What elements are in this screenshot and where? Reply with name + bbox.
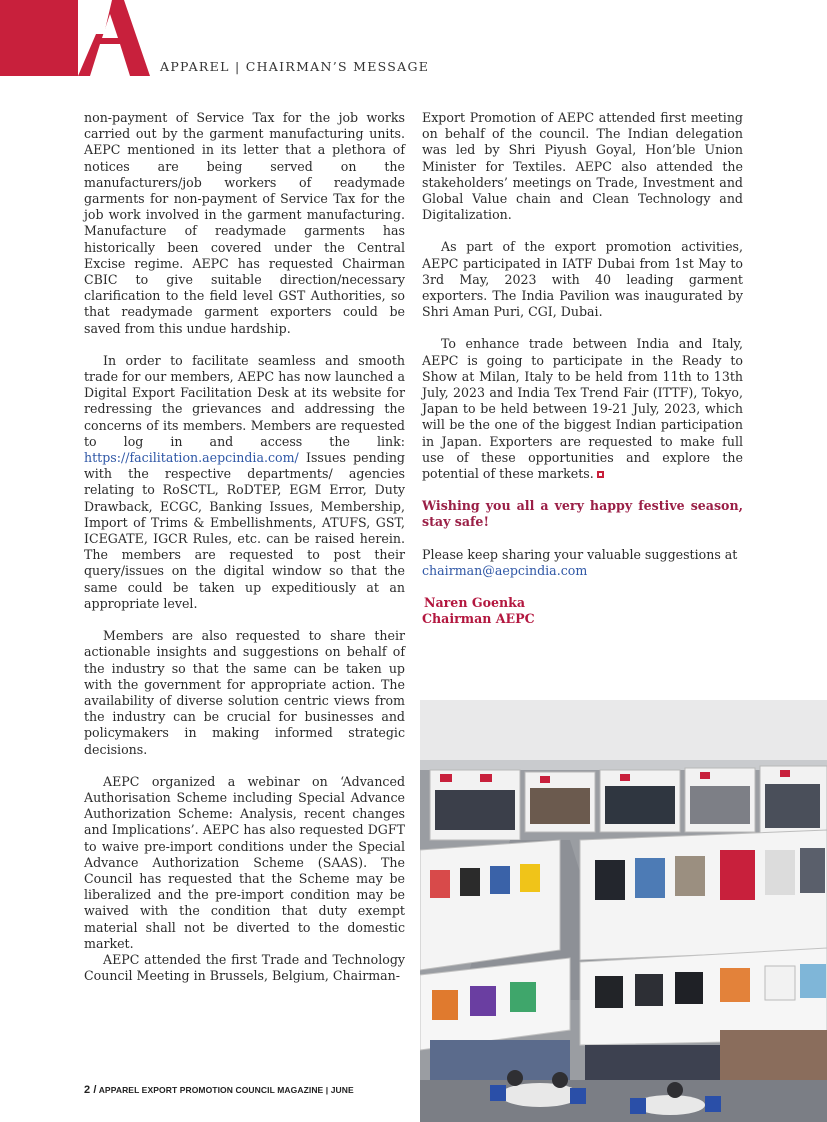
suggestions-block xyxy=(422,547,743,579)
paragraph-facilitation-desk xyxy=(84,353,405,612)
festive-wish: Wishing you all a very happy festive season, stay safe! xyxy=(422,498,743,530)
paragraph-ttc-meeting: AEPC attended the first Trade and Technology Council Meeting in Brussels, Belgium, Chairman- xyxy=(84,951,405,984)
paragraph-delegation: Export Promotion of AEPC attended first meeting on behalf of the council. The Indian delegation was led by Shri Piyush Goyal, Hon’ble Union Minister for Textiles. AEPC also attended the stakeholders’ meetings on Trade, Investment and Global Value chain and Clean Technology and Digitalization. xyxy=(422,110,743,223)
paragraph-service-tax: non-payment of Service Tax for the job works carried out by the garment manufacturing units. AEPC mentioned in its letter that a plethora of notices are being served on the manufacturers/job workers of readymade garments for non-payment of Service Tax for the job work involved in the garment manufacturing. Manufacture of readymade garments has historically been covered under the Central Excise regime. AEPC has requested Chairman CBIC to give suitable direction/necessary clarification to the field level GST Authorities, so that readymade garment exporters could be saved from this undue hardship. xyxy=(84,110,405,336)
aepc-logo xyxy=(0,0,150,76)
left-column xyxy=(84,110,405,984)
publication-name: APPAREL EXPORT PROMOTION COUNCIL MAGAZINE | JUNE xyxy=(98,1085,354,1095)
signature-name: Naren Goenka xyxy=(424,595,526,611)
facilitation-link[interactable]: https://facilitation.aepcindia.com/ xyxy=(84,450,299,466)
chairman-email-link[interactable]: chairman@aepcindia.com xyxy=(422,562,588,578)
text-before-link: In order to facilitate seamless and smooth trade for our members, AEPC has now launched a Digital Export Facilitation Desk at its website for redressing the grievances and addressing the concerns of its members. Members are requested to log in and access the link: xyxy=(84,352,405,449)
suggestions-text: Please keep sharing your valuable suggestions at xyxy=(422,546,738,562)
text-after-link: Issues pending with the respective departments/ agencies relating to RoSCTL, RoDTEP, EGM Error, Duty Drawback, ECGC, Banking Issues, Membership, Import of Trims & Embellishments, ATUFS, GST, ICEGATE, IGCR Rules, etc. can be raised herein. The members are requested to post their query/issues on the digital window so that the same could be taken up expeditiously at an appropriate level. xyxy=(84,450,405,611)
end-of-article-icon xyxy=(597,471,604,478)
paragraph-iatf-dubai: As part of the export promotion activities, AEPC participated in IATF Dubai from 1st May to 3rd May, 2023 with 40 leading garment exporters. The India Pavilion was inaugurated by Shri Aman Puri, CGI, Dubai. xyxy=(422,239,743,320)
paragraph-webinar: AEPC organized a webinar on ‘Advanced Authorisation Scheme including Special Advance Authorization Scheme: Analysis, recent changes and Implications’. AEPC has also requested DGFT to waive pre-import conditions under the Special Advance Authorization Scheme (SAAS). The Council has requested that the Scheme may be liberalized and the pre-import condition may be waived with the condition that duty exempt material shall not be diverted to the domestic market. xyxy=(84,773,405,951)
section-header: APPAREL | CHAIRMAN’S MESSAGE xyxy=(160,59,430,74)
page-number: 2 / xyxy=(84,1084,97,1096)
exhibition-hall-photo xyxy=(420,700,827,1122)
signature-title: Chairman AEPC xyxy=(422,611,535,627)
page-footer xyxy=(84,1084,354,1096)
paragraph-member-insights: Members are also requested to share their actionable insights and suggestions on behalf of the industry so that the same can be taken up with the government for appropriate action. The availability of diverse solution centric views from the industry can be crucial for businesses and policymakers in making informed strategic decisions. xyxy=(84,628,405,757)
right-column xyxy=(422,110,743,627)
italy-japan-text: To enhance trade between India and Italy, AEPC is going to participate in the Ready to Show at Milan, Italy to be held from 11th to 13th July, 2023 and India Tex Trend Fair (ITTF), Tokyo, Japan to be held between 19-21 July, 2023, which will be the one of the biggest Indian participation in Japan. Exporters are requested to make full use of these opportunities and explore the potential of these markets. xyxy=(422,336,743,482)
paragraph-italy-japan xyxy=(422,336,743,482)
